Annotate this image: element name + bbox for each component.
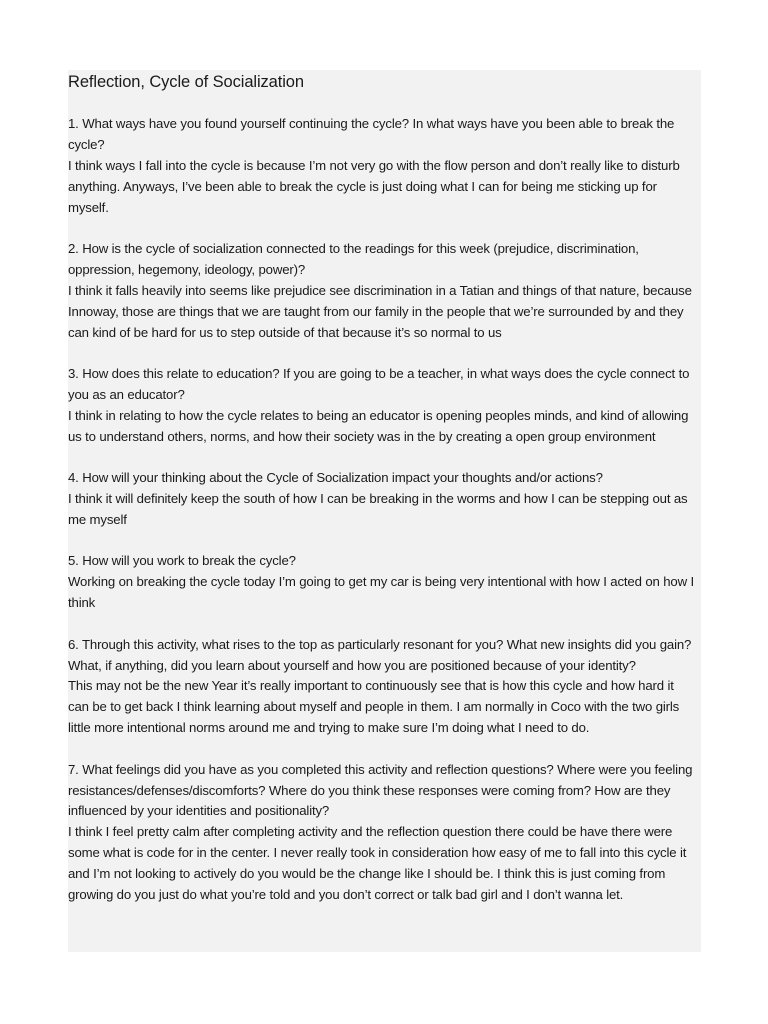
question-1: 1. What ways have you found yourself continuing the cycle? In what ways have you been able to break the cycle? (68, 116, 675, 152)
answer-6: This may not be the new Year it’s really important to continuously see that is how this cycle and how hard it can be to get back I think learning about myself and people in them. I am normally in Coco with the two girls little more intentional norms around me and trying to make sure I’m doing what I need to do. (68, 678, 680, 736)
question-3: 3. How does this relate to education? If you are going to be a teacher, in what ways does the cycle connect to you as an educator? (68, 366, 690, 402)
answer-3: I think in relating to how the cycle relates to being an educator is opening peoples minds, and kind of allowing us to understand others, norms, and how their society was in the by creating a open group environment (68, 407, 689, 444)
qa-section-1 (68, 114, 695, 219)
answer-5: Working on breaking the cycle today I’m going to get my car is being very intentional with how I acted on how I think (68, 574, 694, 611)
answer-2: I think it falls heavily into seems like prejudice see discrimination in a Tatian and things of that nature, because Innoway, those are things that we are taught from our family in the people that we’re surrounded by and they can kind of be hard for us to step outside of that because it’s so normal to us (68, 282, 692, 340)
question-2: 2. How is the cycle of socialization connected to the readings for this week (prejudice, discrimination, oppression, hegemony, ideology, power)? (68, 241, 639, 277)
question-6: 6. Through this activity, what rises to the top as particularly resonant for you? What new insights did you gain? What, if anything, did you learn about yourself and how you are positioned because of your identity? (68, 636, 692, 673)
qa-section-6 (68, 635, 695, 740)
answer-7: I think I feel pretty calm after completing activity and the reflection question there could be have there were some what is code for in the center. I never really took in consideration how easy of me to fall into this cycle it and I’m not looking to actively do you would be the change like I should be. I think this is just coming from growing do you just do what you’re told and you don’t correct or talk bad girl and I don’t wanna let. (68, 824, 687, 903)
qa-section-3 (68, 364, 695, 448)
answer-4: I think it will definitely keep the south of how I can be breaking in the worms and how I can be stepping out as me myself (68, 491, 688, 527)
question-5: 5. How will you work to break the cycle? (68, 553, 296, 569)
document-title: Reflection, Cycle of Socialization (68, 73, 304, 91)
qa-section-2 (68, 239, 695, 344)
qa-section-4 (68, 468, 695, 531)
question-4: 4. How will your thinking about the Cycle of Socialization impact your thoughts and/or actions? (68, 470, 603, 486)
answer-1: I think ways I fall into the cycle is because I’m not very go with the flow person and don’t really like to disturb anything. Anyways, I’ve been able to break the cycle is just doing what I can for being me sticking up for myself. (68, 157, 680, 215)
question-7: 7. What feelings did you have as you completed this activity and reflection questions? Where were you feeling resistances/defenses/discomforts? Where do you think these responses were coming from? How are they influenced by your identities and positionality? (68, 761, 693, 819)
qa-section-5 (68, 551, 695, 614)
document-body (68, 70, 701, 927)
qa-section-7 (68, 760, 695, 906)
